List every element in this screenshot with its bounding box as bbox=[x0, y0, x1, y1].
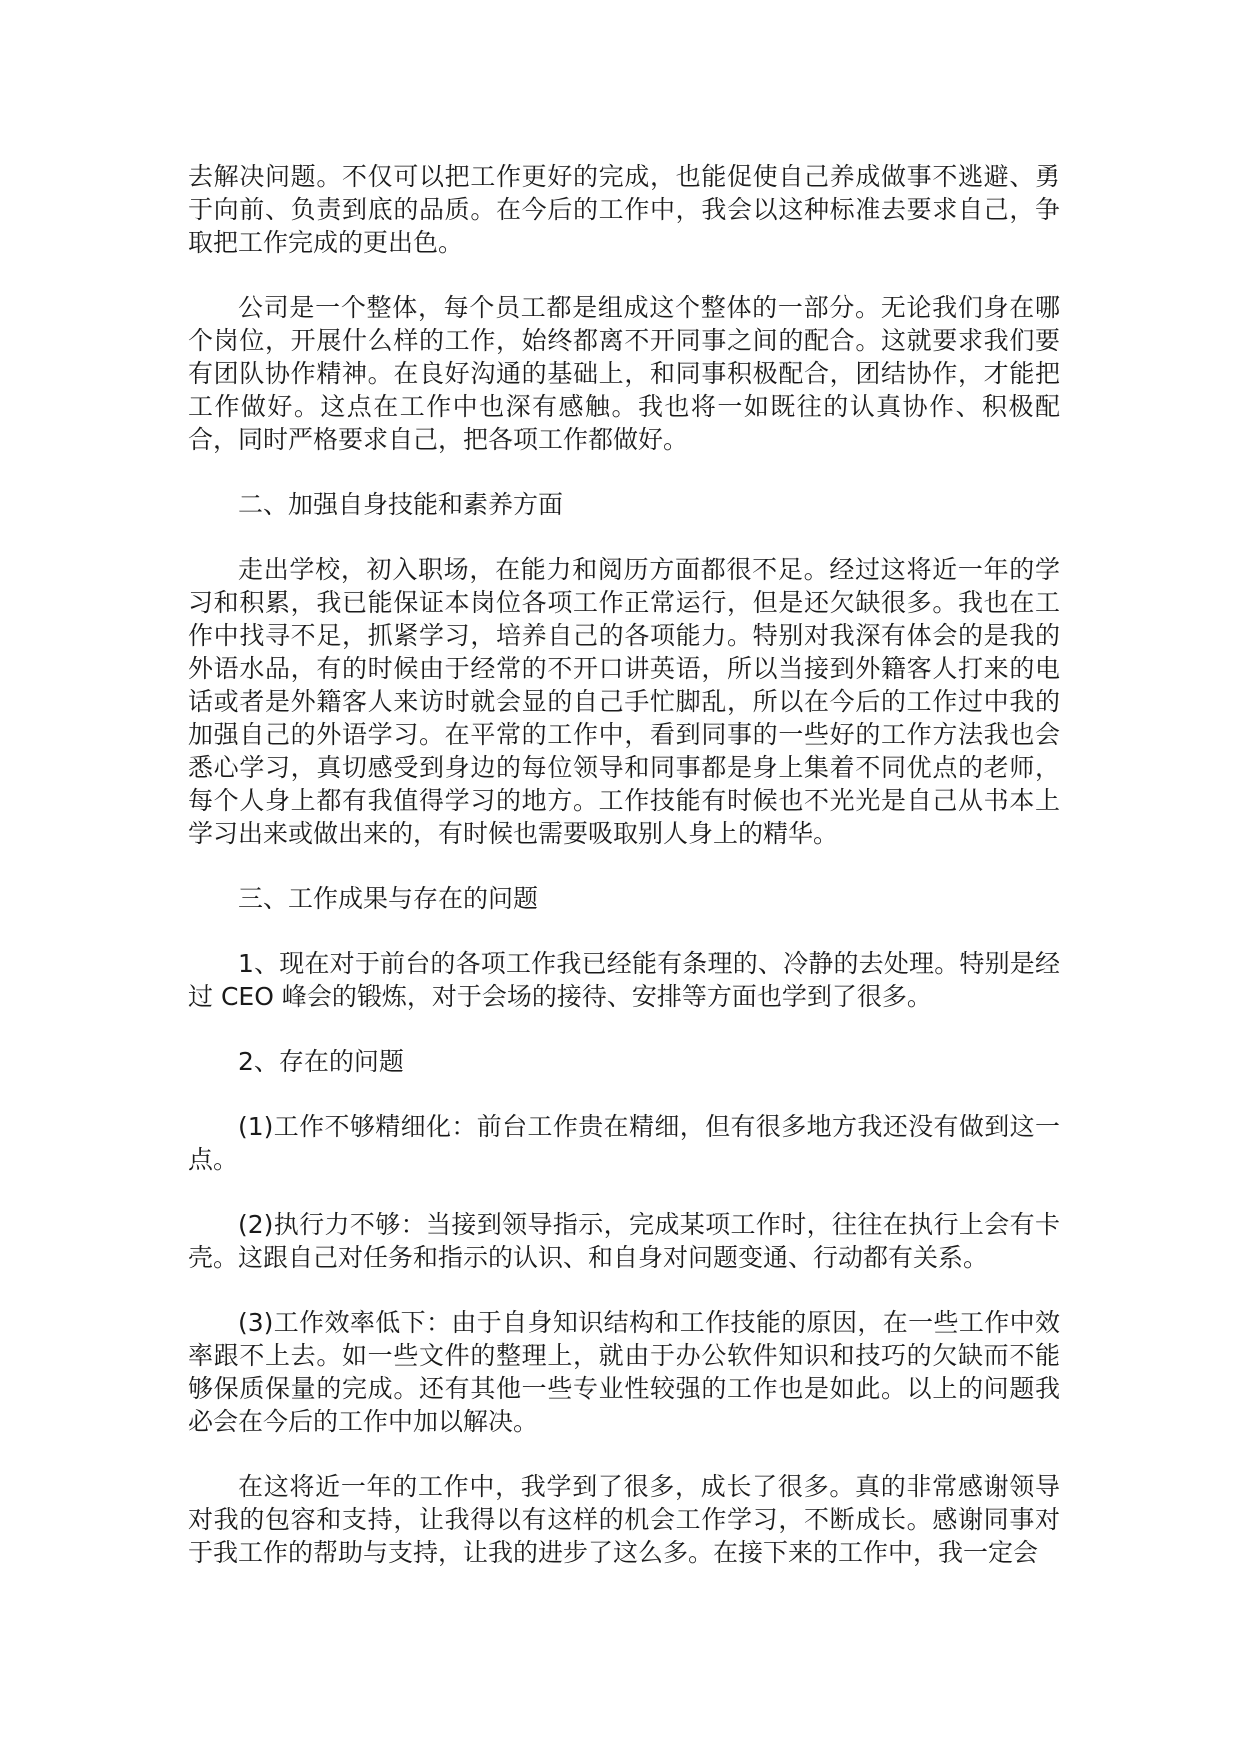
paragraph-teamwork: 公司是一个整体，每个员工都是组成这个整体的一部分。无论我们身在哪个岗位，开展什么样的工作，始终都离不开同事之间的配合。这就要求我们要有团队协作精神。在良好沟通的基础上，和同事积极配合，团结协作，才能把工作做好。这点在工作中也深有感触。我也将一如既往的认真协作、积极配合，同时严格要求自己，把各项工作都做好。 bbox=[188, 293, 1060, 454]
paragraph-continuation: 去解决问题。不仅可以把工作更好的完成，也能促使自己养成做事不逃避、勇于向前、负责到底的品质。在今后的工作中，我会以这种标准去要求自己，争取把工作完成的更出色。 bbox=[188, 162, 1060, 257]
paragraph-issue-3: (3)工作效率低下：由于自身知识结构和工作技能的原因，在一些工作中效率跟不上去。如一些文件的整理上，就由于办公软件知识和技巧的欠缺而不能够保质保量的完成。还有其他一些专业性较强的工作也是如此。以上的问题我必会在今后的工作中加以解决。 bbox=[188, 1308, 1060, 1436]
paragraph-issue-1: (1)工作不够精细化：前台工作贵在精细，但有很多地方我还没有做到这一点。 bbox=[188, 1112, 1060, 1174]
paragraph-skills: 走出学校，初入职场，在能力和阅历方面都很不足。经过这将近一年的学习和积累，我已能保证本岗位各项工作正常运行，但是还欠缺很多。我也在工作中找寻不足，抓紧学习，培养自己的各项能力。特别对我深有体会的是我的外语水品，有的时候由于经常的不开口讲英语，所以当接到外籍客人打来的电话或者是外籍客人来访时就会显的自己手忙脚乱，所以在今后的工作过中我的加强自己的外语学习。在平常的工作中，看到同事的一些好的工作方法我也会悉心学习，真切感受到身边的每位领导和同事都是身上集着不同优点的老师，每个人身上都有我值得学习的地方。工作技能有时候也不光光是自己从书本上学习出来或做出来的，有时候也需要吸取别人身上的精华。 bbox=[188, 555, 1060, 848]
paragraph-issue-2: (2)执行力不够：当接到领导指示，完成某项工作时，往往在执行上会有卡壳。这跟自己对任务和指示的认识、和自身对问题变通、行动都有关系。 bbox=[188, 1210, 1060, 1272]
section-heading-results: 三、工作成果与存在的问题 bbox=[238, 884, 539, 913]
paragraph-closing: 在这将近一年的工作中，我学到了很多，成长了很多。真的非常感谢领导对我的包容和支持，让我得以有这样的机会工作学习，不断成长。感谢同事对于我工作的帮助与支持，让我的进步了这么多。在接下来的工作中，我一定会 bbox=[188, 1472, 1060, 1567]
document-page bbox=[188, 160, 1060, 1601]
paragraph-issues-heading: 2、存在的问题 bbox=[238, 1047, 404, 1076]
paragraph-result-1: 1、现在对于前台的各项工作我已经能有条理的、冷静的去处理。特别是经过 CEO 峰会的锻炼，对于会场的接待、安排等方面也学到了很多。 bbox=[188, 949, 1060, 1011]
section-heading-skills: 二、加强自身技能和素养方面 bbox=[238, 490, 564, 519]
